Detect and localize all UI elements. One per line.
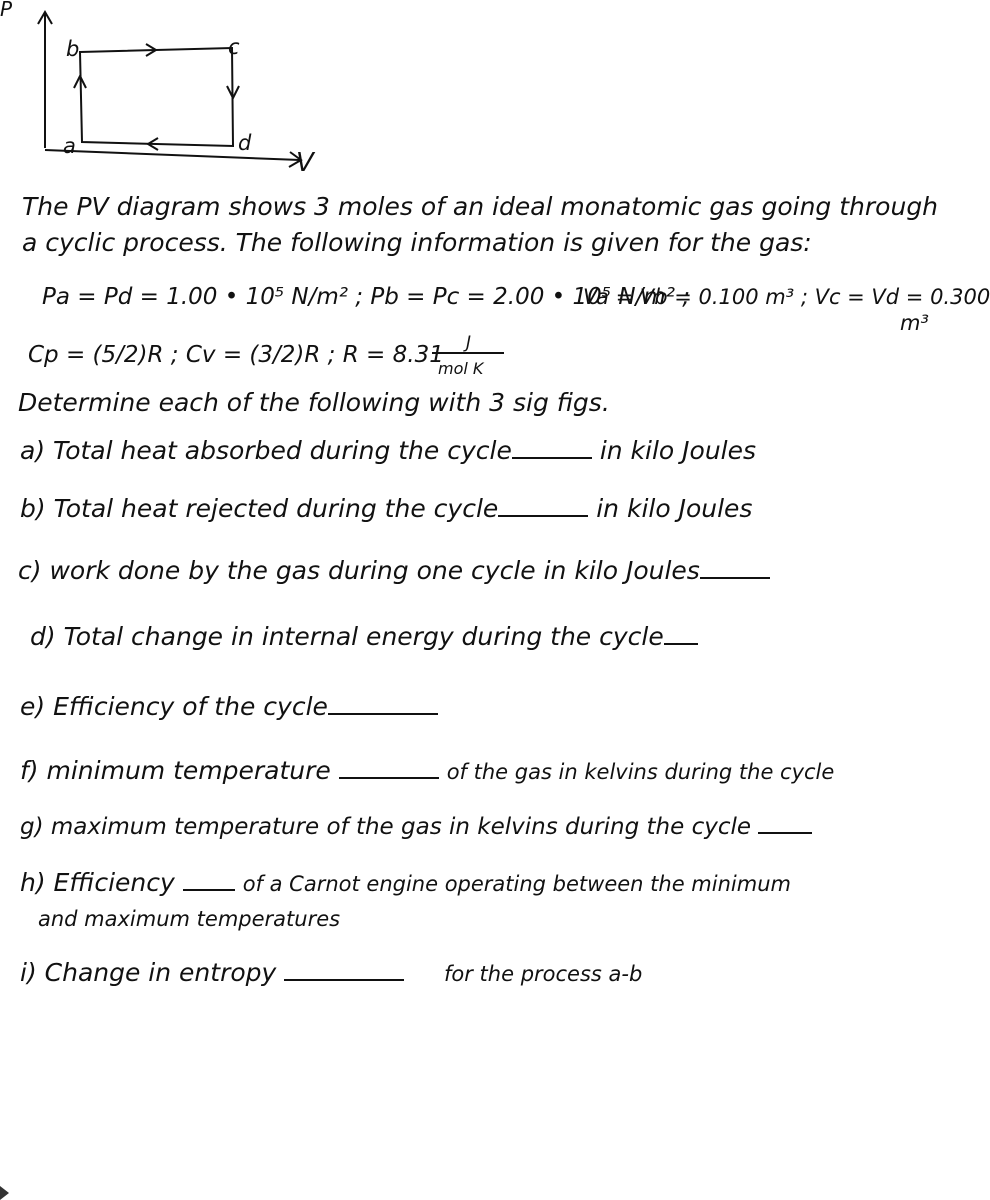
question-g — [20, 812, 812, 842]
question-f-text: f) minimum temperature — [20, 756, 331, 785]
question-i-suffix: for the process a-b — [444, 962, 643, 986]
answer-blank-a[interactable] — [512, 455, 592, 459]
question-b-text: b) Total heat rejected during the cycle — [20, 494, 499, 523]
corner-label-a: a — [63, 134, 76, 158]
question-f-suffix: of the gas in kelvins during the cycle — [446, 760, 835, 784]
question-d — [30, 622, 698, 652]
question-a-suffix: in kilo Joules — [599, 436, 757, 465]
answer-blank-b[interactable] — [498, 513, 588, 517]
heat-capacities: Cp = (5/2)R ; Cv = (3/2)R ; R = 8.31 — [28, 342, 444, 368]
question-e — [20, 692, 438, 722]
answer-blank-i[interactable] — [284, 977, 404, 981]
answer-blank-g[interactable] — [758, 830, 812, 834]
answer-blank-e[interactable] — [328, 711, 438, 715]
p-axis-label: P — [0, 0, 13, 21]
question-f — [20, 756, 834, 787]
question-c-text: c) work done by the gas during one cycle in kilo Joules — [18, 556, 700, 585]
question-a-text: a) Total heat absorbed during the cycle — [20, 436, 512, 465]
question-h-text: h) Efficiency — [20, 868, 175, 897]
v-axis-line — [45, 150, 300, 160]
corner-label-c: c — [228, 35, 240, 59]
question-i-text: i) Change in entropy — [20, 958, 277, 987]
r-unit-top: J — [466, 333, 472, 353]
intro-line-1: The PV diagram shows 3 moles of an ideal monatomic gas going through — [22, 192, 939, 221]
v-axis-label: V — [296, 148, 314, 178]
corner-arrow-icon — [0, 1186, 9, 1200]
question-c — [18, 556, 770, 586]
question-e-text: e) Efficiency of the cycle — [20, 692, 328, 721]
instruction-text: Determine each of the following with 3 sig figs. — [18, 388, 610, 417]
intro-line-2: a cyclic process. The following information is given for the gas: — [22, 228, 812, 257]
pressure-values: Pa = Pd = 1.00 • 10⁵ N/m² ; Pb = Pc = 2.00 • 10⁵ N/m² ; — [42, 284, 690, 310]
question-b — [20, 494, 752, 524]
question-h-line-2: and maximum temperatures — [38, 907, 341, 931]
corner-label-b: b — [66, 37, 80, 61]
answer-blank-d[interactable] — [664, 641, 698, 645]
question-d-text: d) Total change in internal energy during the cycle — [30, 622, 664, 651]
question-b-suffix: in kilo Joules — [596, 494, 753, 523]
cycle-path — [80, 48, 233, 146]
pv-diagram — [0, 0, 340, 190]
r-unit-bottom: mol K — [438, 359, 484, 378]
question-a — [20, 436, 756, 466]
answer-blank-c[interactable] — [700, 575, 770, 579]
question-g-text: g) maximum temperature of the gas in kelvins during the cycle — [20, 814, 752, 840]
volume-unit: m³ — [900, 311, 929, 335]
answer-blank-f[interactable] — [339, 775, 439, 779]
question-i — [20, 958, 642, 989]
question-h-suffix: of a Carnot engine operating between the minimum — [242, 872, 791, 896]
corner-label-d: d — [238, 131, 252, 155]
volume-values: Va = Vb = 0.100 m³ ; Vc = Vd = 0.300 — [583, 285, 990, 309]
answer-blank-h[interactable] — [183, 887, 235, 891]
question-h — [20, 868, 791, 899]
